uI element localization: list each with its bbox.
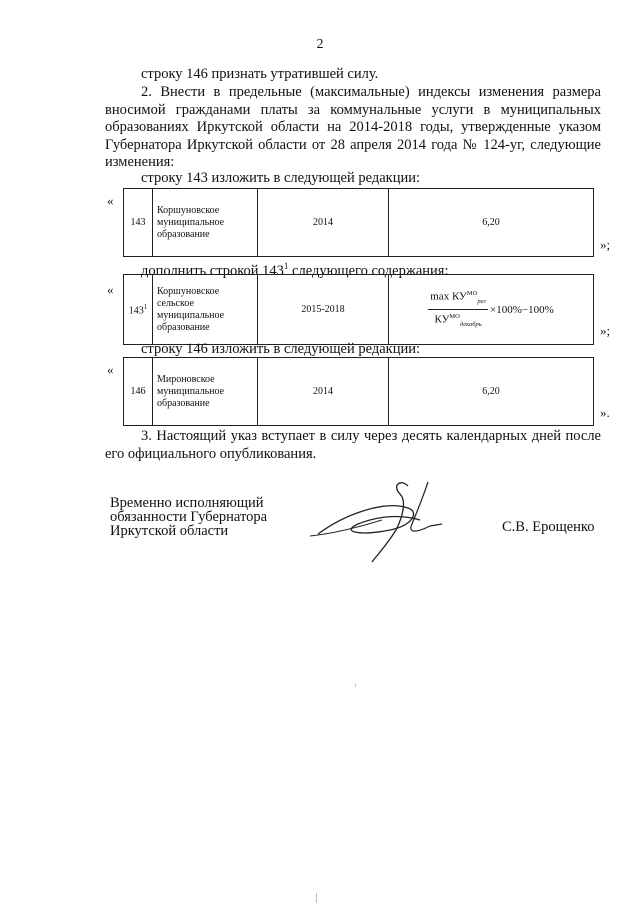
table-row-146 [123,357,594,426]
quote-open: « [107,282,114,297]
signatory-name: С.В. Ерощенко [502,519,595,535]
scan-mark [316,893,317,903]
table-row-143 [123,188,594,257]
page-number: 2 [316,37,324,52]
index-formula [389,275,594,345]
quote-open: « [107,362,114,377]
municipality-name: Мироновское муниципальное образование [153,358,258,426]
lead-block-146: строку 146 изложить в следующей редакции: [141,341,420,357]
quote-close: ». [600,405,610,420]
municipality-name: Коршуновское сельское муниципальное образование [153,275,258,345]
handwritten-signature [300,474,450,564]
line-strike-146: строку 146 признать утратившей силу. [141,66,379,82]
period: 2014 [258,358,389,426]
quote-close: »; [600,323,611,338]
signatory-position: Временно исполняющий обязанности Губернатора Иркутской области [110,495,268,539]
index-value: 6,20 [389,358,594,426]
quote-open: « [107,193,114,208]
row-number: $143^1$ [124,275,153,345]
scan-mark [355,684,356,687]
quote-close: »; [600,237,611,252]
lead-block-143-1: дополнить строкой $143^1$ следующего содержания: [141,261,449,279]
row-number: 146 [124,358,153,426]
index-value: 6,20 [389,189,594,257]
formula-numerator: $\max КУ^{МО}_{рег}$ [428,288,488,310]
formula-denominator: $КУ^{МО}_{декабрь}$ [434,313,482,328]
paragraph-item-3: 3. Настоящий указ вступает в силу через десять календарных дней после его официального опубликования. [105,428,601,462]
paragraph-item-2: 2. Внести в предельные (максимальные) индексы изменения размера вносимой гражданами платы за коммунальные услуги в муниципальных образованиях Иркутской области на 2014-2018 годы, утвержденные указом Губернатора Иркутской области от 28 апреля 2014 года № 124-уг, следующие изменения: [105,84,601,170]
table-row-143-1 [123,274,594,345]
period: 2014 [258,189,389,257]
row-number: 143 [124,189,153,257]
formula-tail: ×100%−100% [490,303,554,316]
municipality-name: Коршуновское муниципальное образование [153,189,258,257]
period: 2015-2018 [258,275,389,345]
lead-block-143: строку 143 изложить в следующей редакции: [141,170,420,186]
